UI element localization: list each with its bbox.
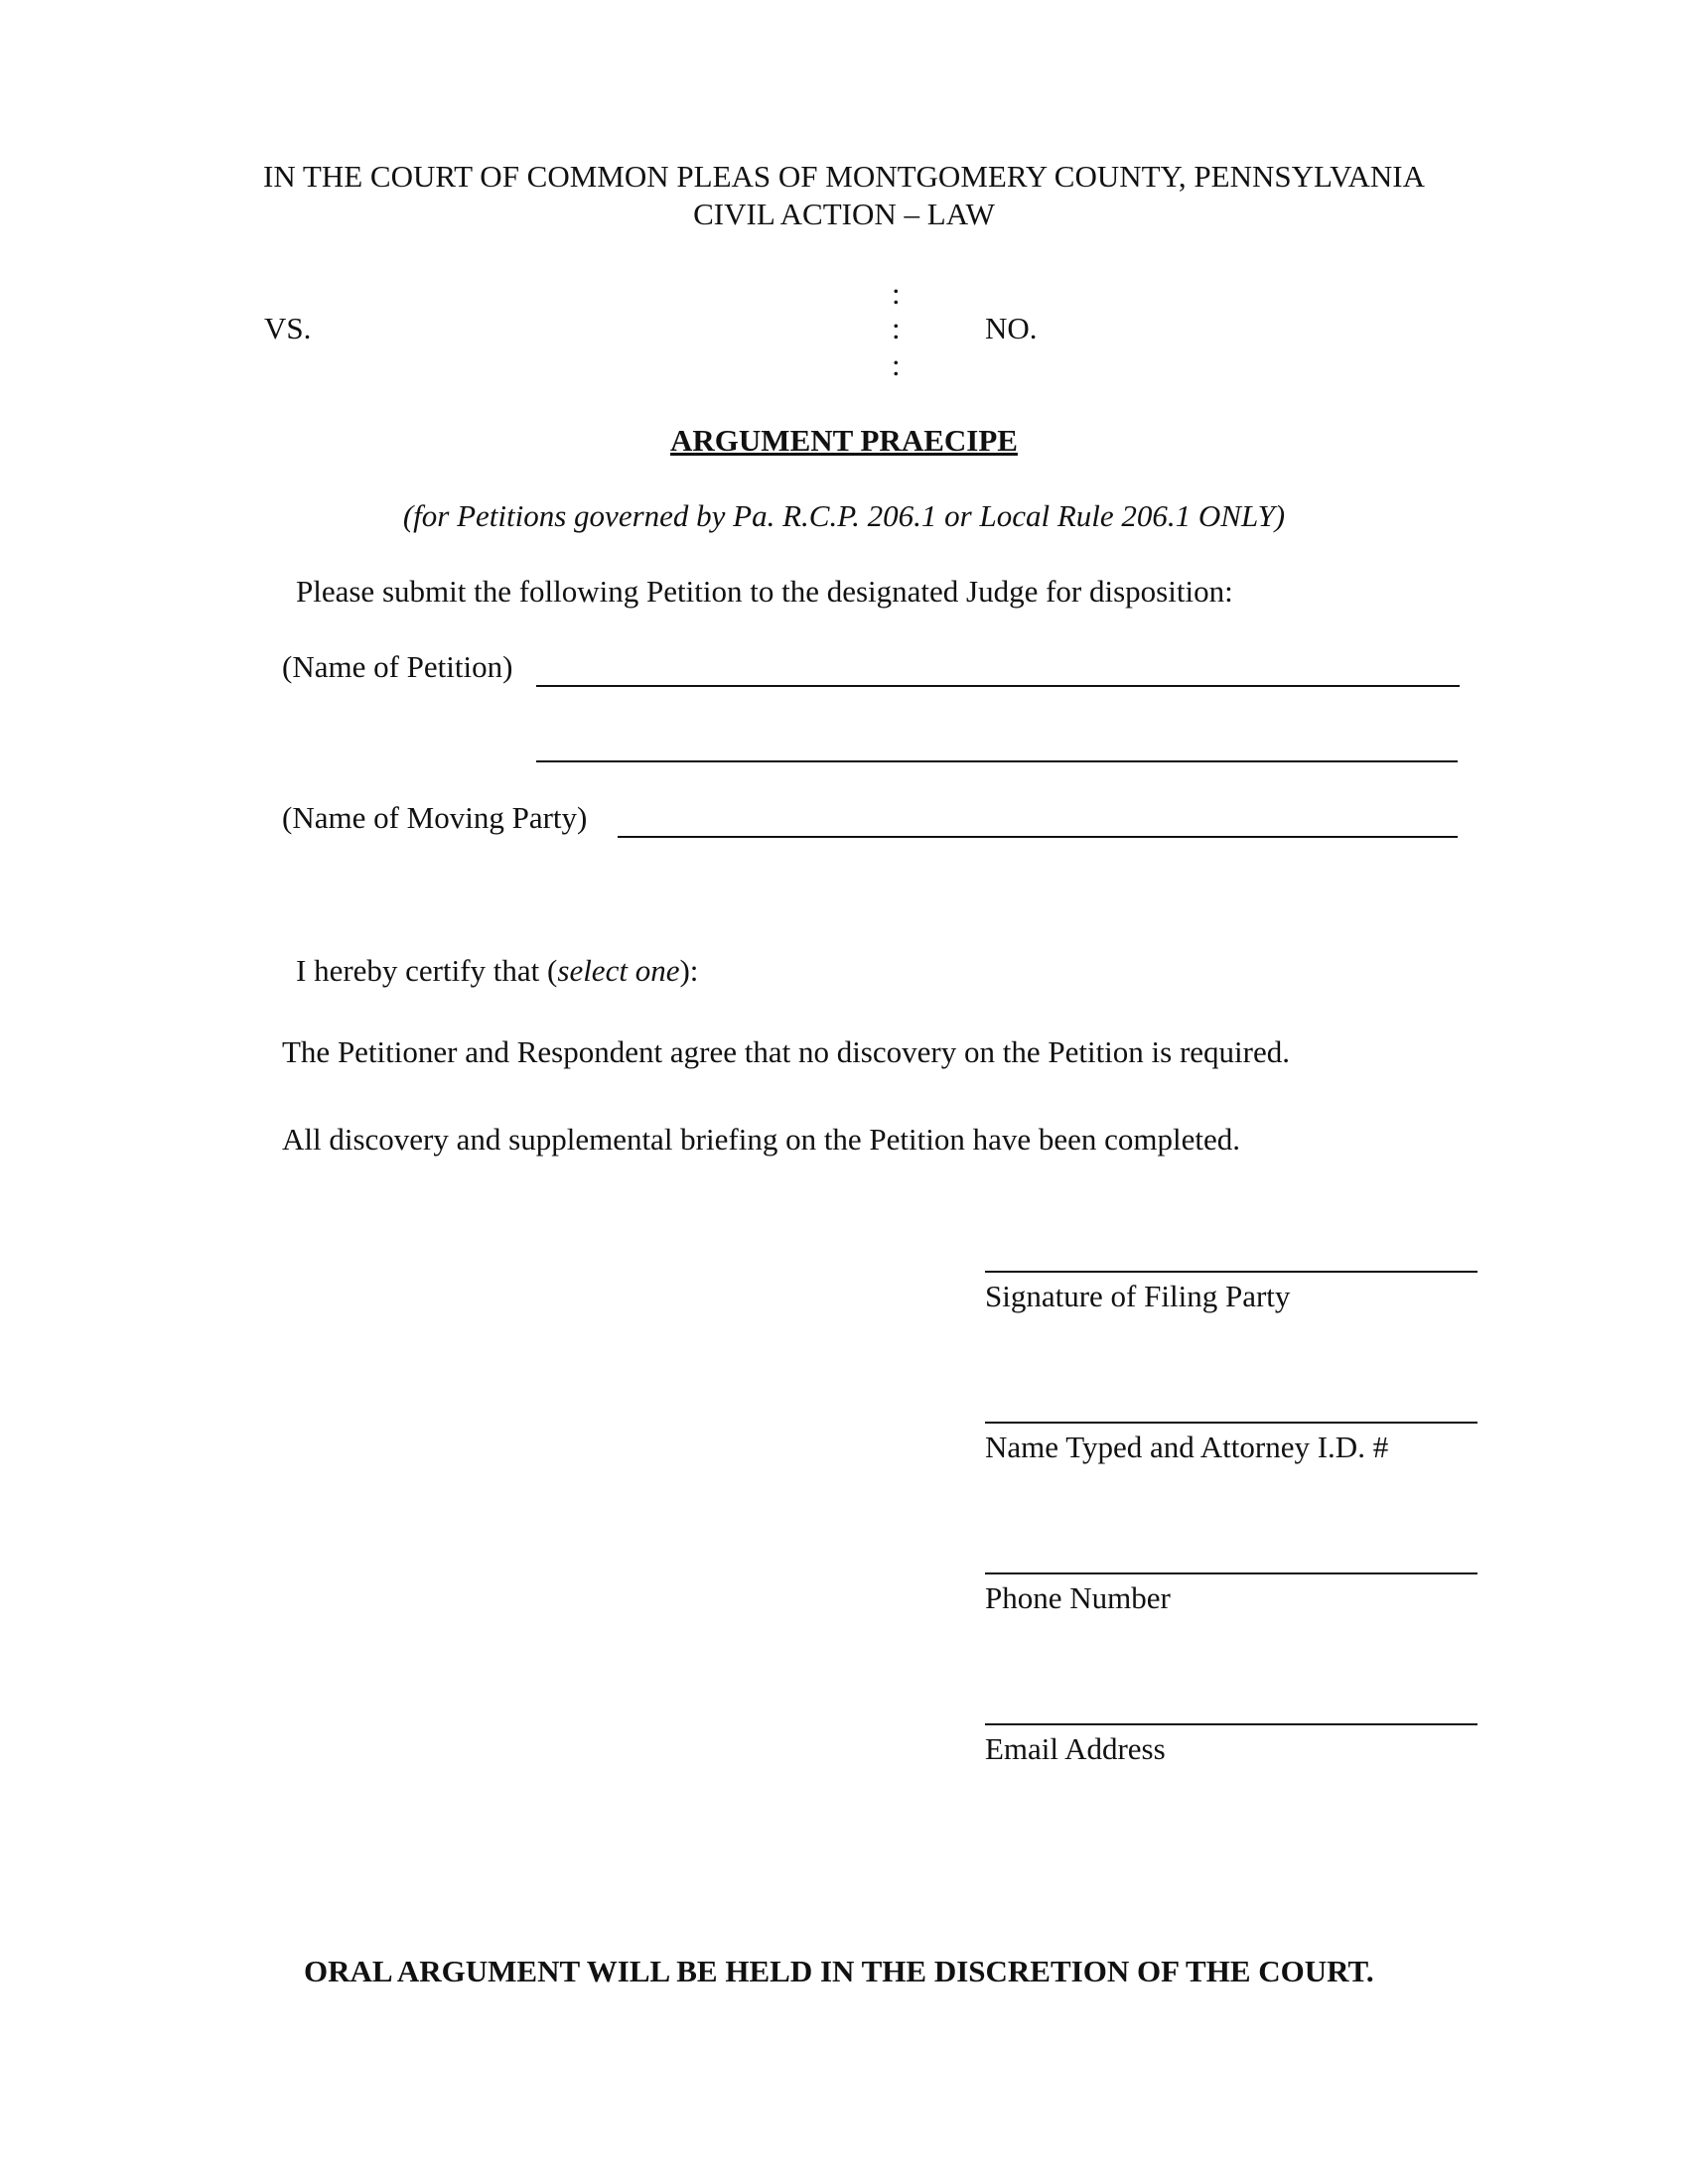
vs-label: VS. (264, 311, 312, 345)
moving-party-field[interactable] (618, 836, 1458, 838)
certify-lead-italic: select one (557, 953, 680, 988)
case-number-label: NO. (985, 311, 1038, 345)
oral-argument-notice: ORAL ARGUMENT WILL BE HELD IN THE DISCRETION OF THE COURT. (304, 1954, 1374, 1988)
certify-lead-before: I hereby certify that ( (296, 953, 558, 988)
name-id-label: Name Typed and Attorney I.D. # (985, 1430, 1389, 1464)
phone-field[interactable] (985, 1572, 1477, 1574)
email-field[interactable] (985, 1723, 1477, 1725)
signature-field[interactable] (985, 1271, 1477, 1273)
document-subtitle: (for Petitions governed by Pa. R.C.P. 206.1 or Local Rule 206.1 ONLY) (402, 498, 1286, 533)
email-label: Email Address (985, 1731, 1166, 1766)
petition-name-field-line-2[interactable] (536, 760, 1458, 762)
caption-colon: : (892, 347, 901, 382)
petition-name-label: (Name of Petition) (282, 649, 513, 684)
name-id-field[interactable] (985, 1422, 1477, 1424)
certify-option-discovery-complete[interactable]: All discovery and supplemental briefing on the Petition have been completed. (282, 1122, 1241, 1157)
petition-name-field[interactable] (536, 685, 1460, 687)
document-title: ARGUMENT PRAECIPE (670, 423, 1018, 458)
phone-label: Phone Number (985, 1580, 1171, 1615)
action-heading: CIVIL ACTION – LAW (693, 197, 995, 231)
certify-lead-after: ): (679, 953, 699, 988)
certify-lead (296, 953, 698, 989)
instruction-text: Please submit the following Petition to the designated Judge for disposition: (296, 574, 1233, 609)
signature-label: Signature of Filing Party (985, 1279, 1291, 1313)
certify-option-no-discovery[interactable]: The Petitioner and Respondent agree that no discovery on the Petition is required. (282, 1034, 1290, 1069)
court-heading: IN THE COURT OF COMMON PLEAS OF MONTGOMERY COUNTY, PENNSYLVANIA (263, 159, 1425, 194)
caption-colon: : (892, 311, 901, 345)
moving-party-label: (Name of Moving Party) (282, 800, 588, 835)
caption-colon: : (892, 276, 901, 311)
